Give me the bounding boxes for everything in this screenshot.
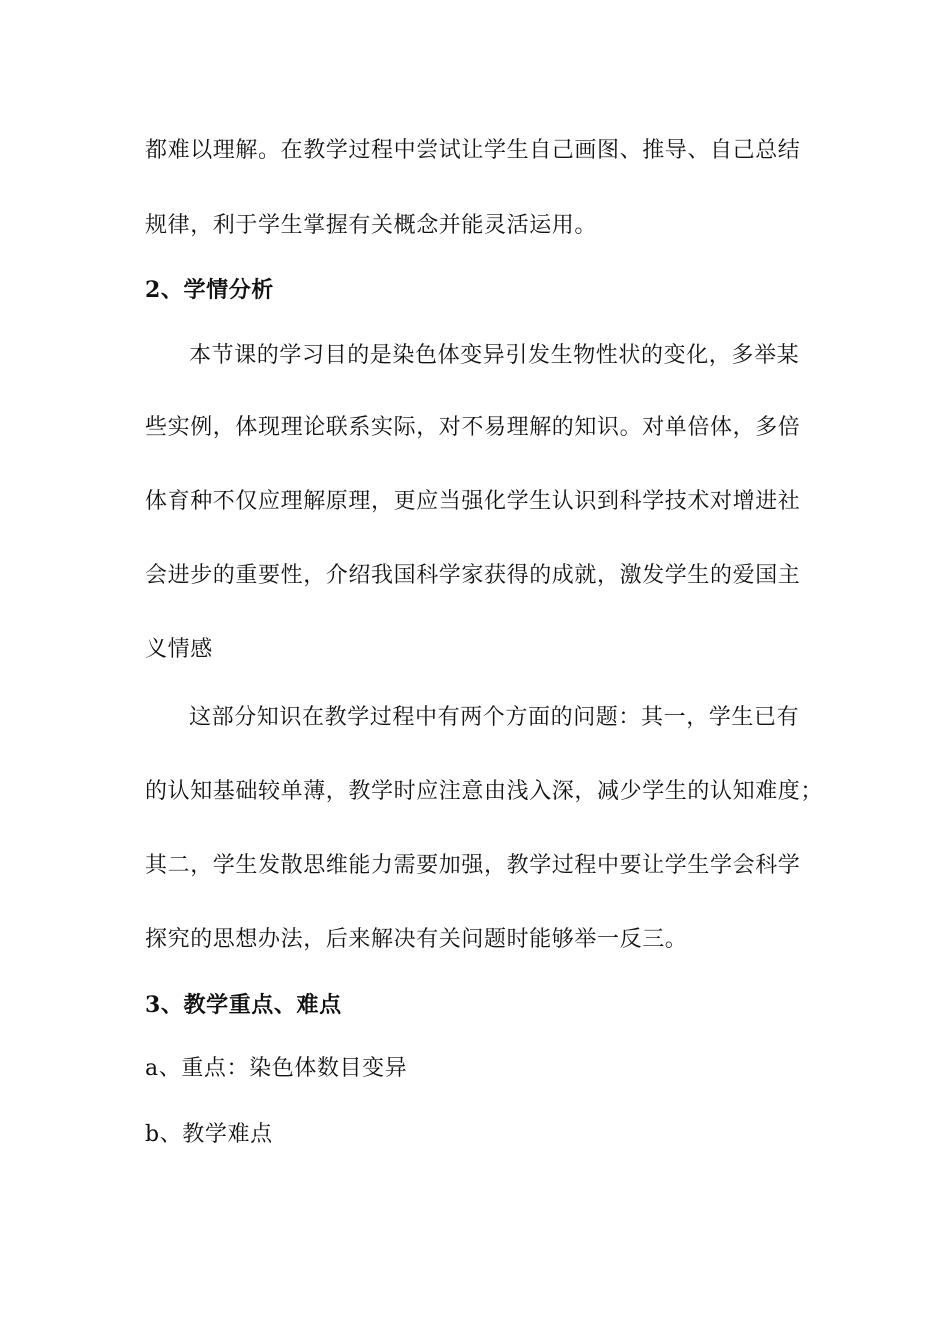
section-heading-key-points: 3、教学重点、难点 — [145, 992, 342, 1018]
paragraph-line: 些实例，体现理论联系实际，对不易理解的知识。对单倍体，多倍 — [145, 415, 801, 440]
paragraph-line: 规律，利于学生掌握有关概念并能灵活运用。 — [145, 213, 598, 238]
paragraph-line: 义情感 — [145, 637, 213, 662]
list-item-difficulty: b、教学难点 — [145, 1122, 273, 1147]
paragraph-line: 都难以理解。在教学过程中尝试让学生自己画图、推导、自己总结 — [145, 138, 801, 163]
paragraph-line: 会进步的重要性，介绍我国科学家获得的成就，激发学生的爱国主 — [145, 563, 801, 588]
paragraph-line: 探究的思想办法，后来解决有关问题时能够举一反三。 — [145, 927, 688, 952]
paragraph-line: 体育种不仅应理解原理，更应当强化学生认识到科学技术对增进社 — [145, 489, 801, 514]
paragraph-line: 其二，学生发散思维能力需要加强，教学过程中要让学生学会科学 — [145, 853, 801, 878]
paragraph-line: 这部分知识在教学过程中有两个方面的问题：其一，学生已有 — [189, 705, 800, 730]
paragraph-line: 本节课的学习目的是染色体变异引发生物性状的变化，多举某 — [189, 343, 800, 368]
paragraph-line: 的认知基础较单薄，教学时应注意由浅入深，减少学生的认知难度； — [145, 779, 824, 804]
list-item-key-point: a、重点：染色体数目变异 — [145, 1056, 408, 1081]
section-heading-learner-analysis: 2、学情分析 — [145, 277, 274, 303]
